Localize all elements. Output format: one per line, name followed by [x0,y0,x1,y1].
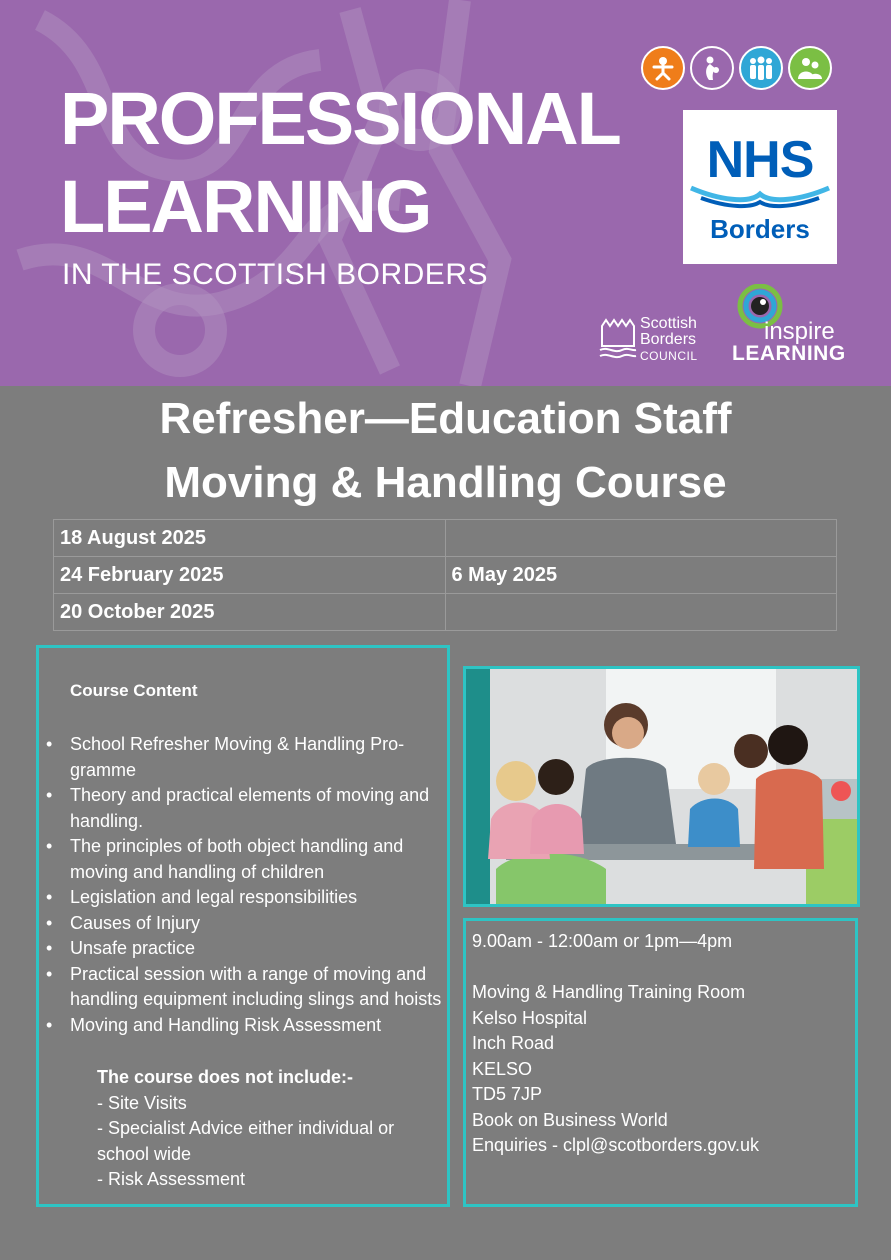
table-row [54,557,837,594]
course-title-line-1: Refresher—Education Staff [159,394,732,443]
classroom-photo [463,666,860,907]
exclusions-block [97,1065,437,1193]
classroom-illustration [466,669,857,904]
list-item: • Legislation and legal responsibilities [70,885,442,911]
course-title-line-2: Moving & Handling Course [164,458,727,507]
exclusion-item: - Risk Assessment [97,1169,246,1189]
exclusion-item: - Specialist Advice either individual or school wide [97,1118,395,1164]
course-content-panel [36,645,450,1207]
table-row [54,520,837,557]
course-content-heading: Course Content [70,681,198,700]
table-row [54,594,837,631]
exclusions-heading: The course does not include:- [97,1067,354,1087]
list-item: • The principles of both object handling and moving and handling of children [70,834,442,885]
course-times: 9.00am - 12:00am or 1pm—4pm [472,931,733,951]
date-cell: 20 October 2025 [54,594,446,631]
service-icons [641,46,843,92]
course-details-panel [463,918,858,1207]
council-name-line-2: Borders [640,331,697,348]
nhs-board-name: Borders [710,214,810,244]
date-cell [445,594,837,631]
exclusion-item: - Site Visits [97,1092,187,1113]
venue-name: Moving & Handling Training Room [472,982,746,1002]
banner-subtitle: IN THE SCOTTISH BORDERS [62,258,488,291]
enquiries-email[interactable]: Enquiries - clpl@scotborders.gov.uk [472,1135,760,1155]
person-icon [641,46,685,90]
booking-info: Book on Business World [472,1109,668,1130]
header-banner [0,0,891,386]
parent-child-icon [690,46,734,90]
venue-street: Inch Road [472,1033,555,1053]
list-item: • School Refresher Moving & Handling Pro-gramme [70,732,442,783]
course-dates-table [53,519,837,631]
venue-postcode: TD5 7JP [472,1084,543,1104]
scottish-borders-council-logo [598,316,710,364]
list-item: • Moving and Handling Risk Assessment [70,1013,442,1039]
date-cell: 6 May 2025 [445,557,837,594]
list-item: • Unsafe practice [70,936,442,962]
learning-wordmark: LEARNING [732,342,846,365]
venue-hospital: Kelso Hospital [472,1007,588,1028]
list-item: • Practical session with a range of moving and handling equipment including slings and hoists [70,962,442,1013]
council-name-line-3: COUNCIL [640,349,698,363]
council-name-line-1: Scottish [640,315,697,332]
date-cell: 18 August 2025 [54,520,446,557]
nhs-wordmark: NHS [706,131,814,189]
castle-crest-icon [598,316,638,360]
family-icon [788,46,832,90]
nhs-swoosh-icon [689,182,831,212]
list-item: • Theory and practical elements of moving and handling. [70,783,442,834]
nhs-borders-logo [683,110,837,264]
date-cell: 24 February 2025 [54,557,446,594]
course-content-list [70,732,442,1038]
inspire-wordmark: inspire [764,318,835,345]
date-cell [445,520,837,557]
inspire-learning-logo [728,284,848,364]
banner-title-line-2: LEARNING [60,165,431,248]
banner-title-line-1: PROFESSIONAL [60,77,620,160]
group-icon [739,46,783,90]
venue-town: KELSO [472,1058,533,1079]
list-item: • Causes of Injury [70,911,442,937]
